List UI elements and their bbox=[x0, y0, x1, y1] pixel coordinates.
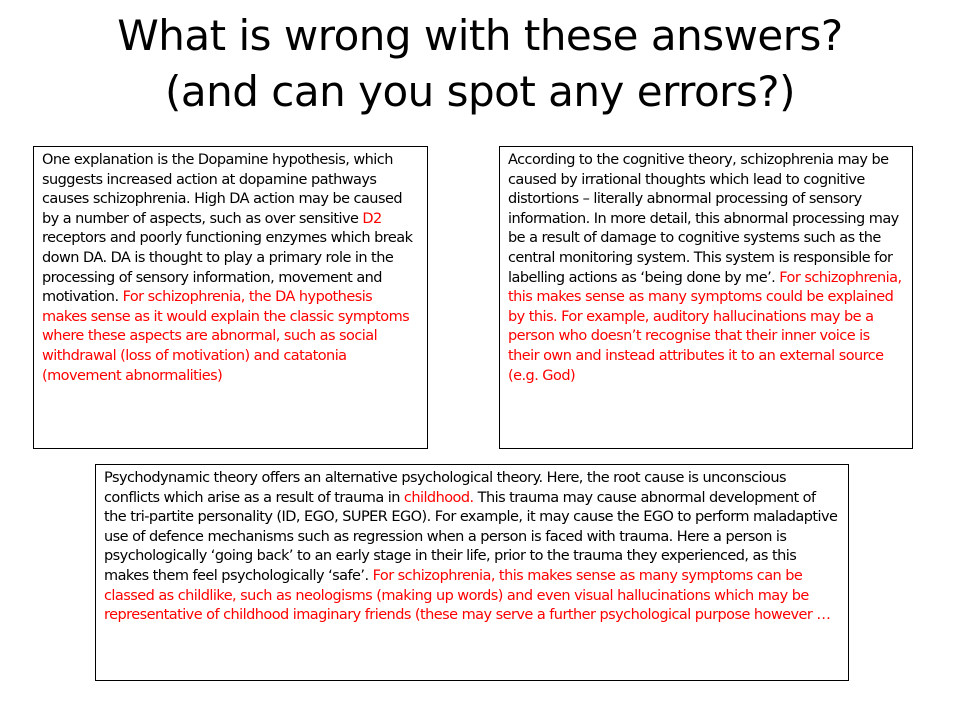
dopamine-text-2: receptors and poorly functioning enzymes which break down DA. DA is thought to play a primary role in the processing of sensory information, movement and motivation. bbox=[42, 230, 413, 306]
slide-title-line-2: (and can you spot any errors?) bbox=[165, 67, 795, 116]
psychodynamic-highlight-evaluation: For schizophrenia, this makes sense as many symptoms can be classed as childlike, such as neologisms (making up words) and even visual hallucinations which may be representative of childhood imaginary friends (these may serve a further psychological purpose however … bbox=[104, 567, 831, 624]
answer-box-dopamine bbox=[33, 146, 428, 449]
slide-title-line-1: What is wrong with these answers? bbox=[117, 11, 843, 60]
dopamine-highlight-evaluation: For schizophrenia, the DA hypothesis makes sense as it would explain the classic symptoms where these aspects are abnormal, such as social withdrawal (loss of motivation) and catatonia (movement abnormalities) bbox=[42, 289, 410, 384]
dopamine-highlight-d2: D2 bbox=[362, 210, 382, 227]
cognitive-text-1: According to the cognitive theory, schizophrenia may be caused by irrational thoughts which lead to cognitive distortions – literally abnormal processing of sensory information. In more detail, this abnormal processing may be a result of damage to cognitive systems such as the central monitoring system. This system is responsible for labelling actions as ‘being done by me’. bbox=[508, 152, 899, 286]
psychodynamic-text-2: This trauma may cause abnormal development of the tri-partite personality (ID, EGO, SUPER EGO). For example, it may cause the EGO to perform maladaptive use of defence mechanisms such as regression when a person is faced with trauma. Here a person is psychologically ‘going back’ to an early stage in their life, prior to the trauma they experienced, as this makes them feel psychologically ‘safe’. bbox=[104, 489, 838, 584]
psychodynamic-highlight-childhood: childhood. bbox=[403, 489, 474, 506]
psychodynamic-text-1: Psychodynamic theory offers an alternative psychological theory. Here, the root cause is unconscious conflicts which arise as a result of trauma in bbox=[104, 470, 786, 506]
cognitive-highlight-evaluation: For schizophrenia, this makes sense as many symptoms could be explained by this. For example, auditory hallucinations may be a person who doesn’t recognise that their inner voice is their own and instead attributes it to an external source (e.g. God) bbox=[508, 269, 902, 384]
slide-title bbox=[0, 8, 960, 120]
dopamine-text-1: One explanation is the Dopamine hypothesis, which suggests increased action at dopamine pathways causes schizophrenia. High DA action may be caused by a number of aspects, such as over sensitive bbox=[42, 152, 402, 227]
answer-box-cognitive bbox=[499, 146, 913, 449]
answer-box-psychodynamic bbox=[95, 464, 849, 681]
